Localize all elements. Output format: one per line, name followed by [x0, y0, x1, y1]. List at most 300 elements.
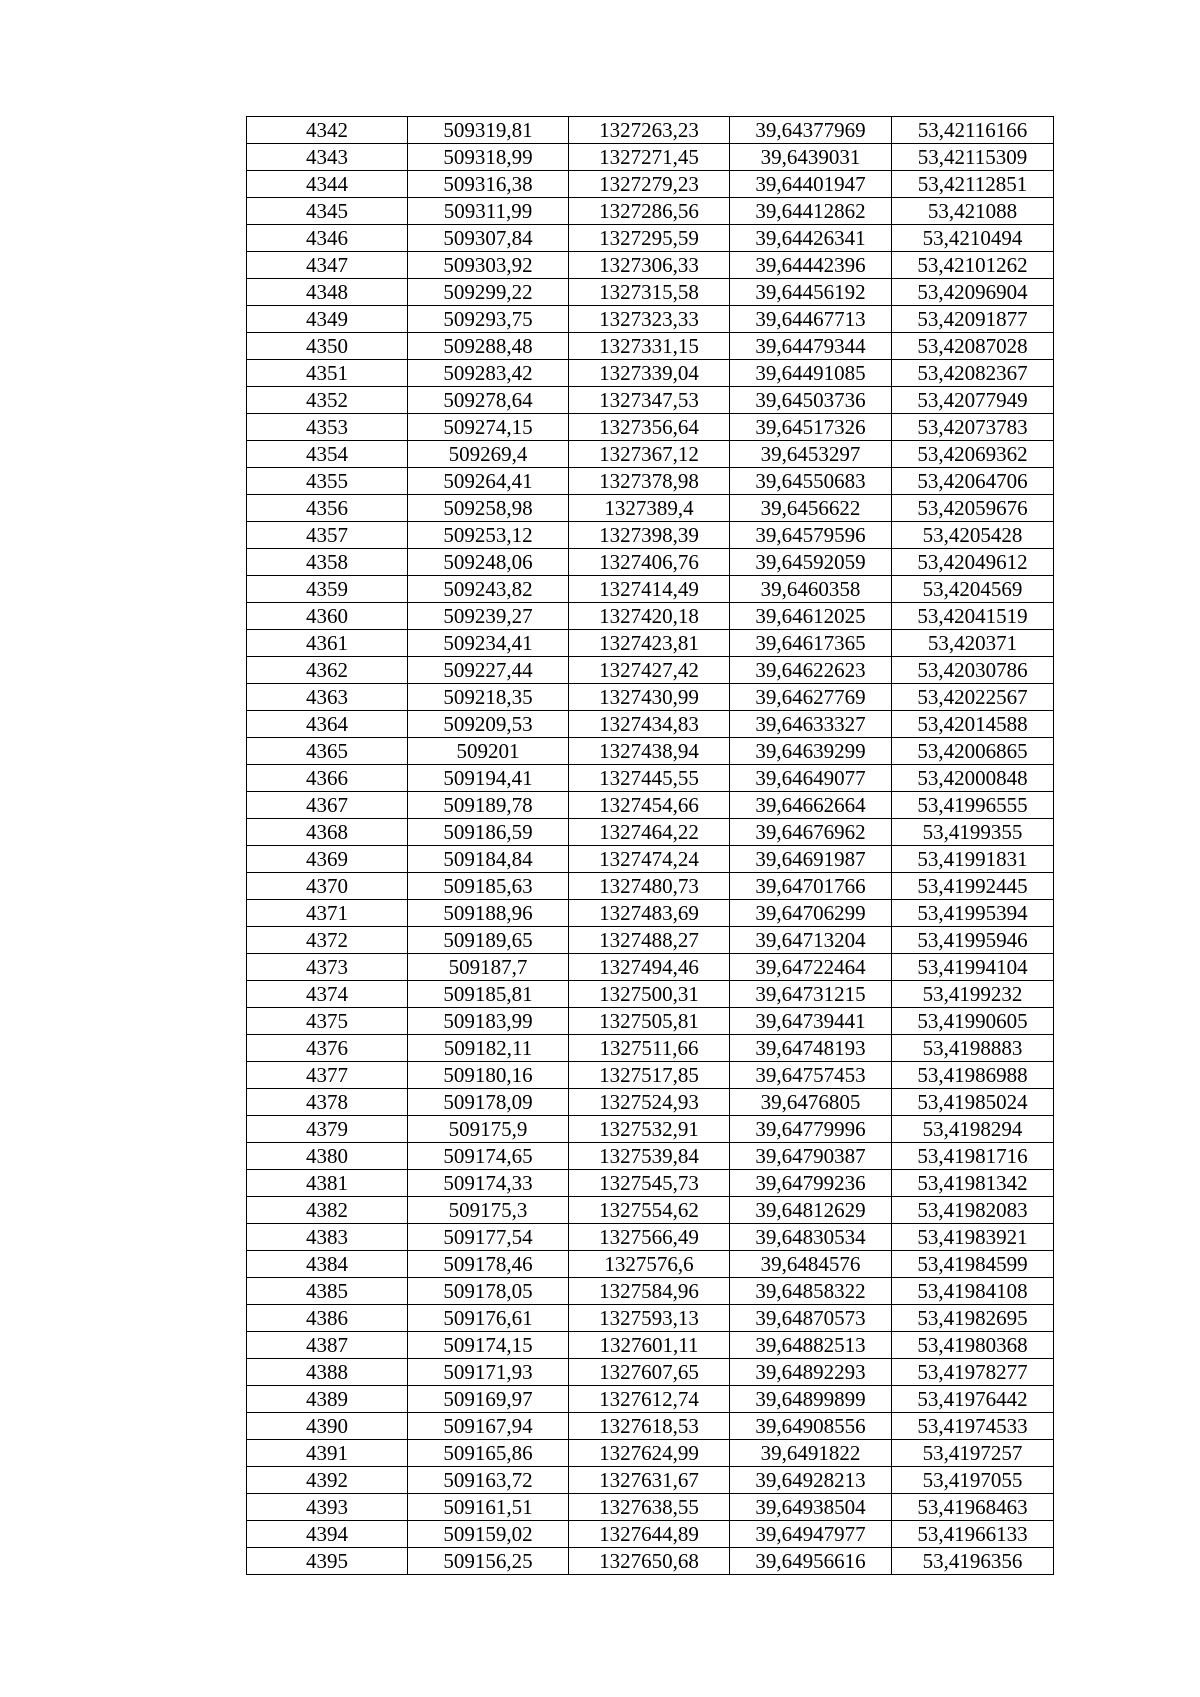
table-row [247, 198, 1054, 225]
latitude-cell: 39,64691987 [730, 846, 892, 873]
x-coordinate-cell: 509269,4 [408, 441, 569, 468]
x-coordinate-cell: 509258,98 [408, 495, 569, 522]
point-number-cell: 4353 [247, 414, 408, 441]
point-number-cell: 4361 [247, 630, 408, 657]
point-number-cell: 4377 [247, 1062, 408, 1089]
longitude-cell: 53,41984599 [892, 1251, 1054, 1278]
y-coordinate-cell: 1327532,91 [569, 1116, 730, 1143]
x-coordinate-cell: 509319,81 [408, 117, 569, 144]
latitude-cell: 39,64377969 [730, 117, 892, 144]
x-coordinate-cell: 509178,05 [408, 1278, 569, 1305]
latitude-cell: 39,64649077 [730, 765, 892, 792]
table-row [247, 1062, 1054, 1089]
table-row [247, 549, 1054, 576]
longitude-cell: 53,4197257 [892, 1440, 1054, 1467]
table-row [247, 954, 1054, 981]
latitude-cell: 39,64830534 [730, 1224, 892, 1251]
table-row [247, 225, 1054, 252]
longitude-cell: 53,42073783 [892, 414, 1054, 441]
y-coordinate-cell: 1327367,12 [569, 441, 730, 468]
table-row [247, 630, 1054, 657]
longitude-cell: 53,41992445 [892, 873, 1054, 900]
longitude-cell: 53,42082367 [892, 360, 1054, 387]
table-row [247, 252, 1054, 279]
x-coordinate-cell: 509161,51 [408, 1494, 569, 1521]
longitude-cell: 53,41985024 [892, 1089, 1054, 1116]
table-row [247, 1548, 1054, 1575]
y-coordinate-cell: 1327500,31 [569, 981, 730, 1008]
y-coordinate-cell: 1327474,24 [569, 846, 730, 873]
longitude-cell: 53,41995946 [892, 927, 1054, 954]
longitude-cell: 53,42064706 [892, 468, 1054, 495]
table-row [247, 1467, 1054, 1494]
point-number-cell: 4342 [247, 117, 408, 144]
x-coordinate-cell: 509188,96 [408, 900, 569, 927]
x-coordinate-cell: 509175,3 [408, 1197, 569, 1224]
latitude-cell: 39,64503736 [730, 387, 892, 414]
longitude-cell: 53,4198294 [892, 1116, 1054, 1143]
y-coordinate-cell: 1327398,39 [569, 522, 730, 549]
x-coordinate-cell: 509316,38 [408, 171, 569, 198]
table-row [247, 360, 1054, 387]
table-row [247, 1116, 1054, 1143]
y-coordinate-cell: 1327545,73 [569, 1170, 730, 1197]
table-row [247, 738, 1054, 765]
latitude-cell: 39,64731215 [730, 981, 892, 1008]
table-row [247, 1224, 1054, 1251]
table-row [247, 576, 1054, 603]
longitude-cell: 53,42077949 [892, 387, 1054, 414]
x-coordinate-cell: 509248,06 [408, 549, 569, 576]
latitude-cell: 39,64479344 [730, 333, 892, 360]
point-number-cell: 4391 [247, 1440, 408, 1467]
x-coordinate-cell: 509167,94 [408, 1413, 569, 1440]
latitude-cell: 39,64491085 [730, 360, 892, 387]
table-row [247, 144, 1054, 171]
table-row [247, 171, 1054, 198]
x-coordinate-cell: 509311,99 [408, 198, 569, 225]
longitude-cell: 53,4210494 [892, 225, 1054, 252]
y-coordinate-cell: 1327315,58 [569, 279, 730, 306]
x-coordinate-cell: 509288,48 [408, 333, 569, 360]
point-number-cell: 4358 [247, 549, 408, 576]
latitude-cell: 39,64612025 [730, 603, 892, 630]
table-row [247, 441, 1054, 468]
x-coordinate-cell: 509174,33 [408, 1170, 569, 1197]
table-row [247, 414, 1054, 441]
longitude-cell: 53,41974533 [892, 1413, 1054, 1440]
table-row [247, 1305, 1054, 1332]
table-row [247, 1440, 1054, 1467]
latitude-cell: 39,64947977 [730, 1521, 892, 1548]
latitude-cell: 39,6460358 [730, 576, 892, 603]
point-number-cell: 4381 [247, 1170, 408, 1197]
point-number-cell: 4393 [247, 1494, 408, 1521]
longitude-cell: 53,42014588 [892, 711, 1054, 738]
x-coordinate-cell: 509178,46 [408, 1251, 569, 1278]
x-coordinate-cell: 509169,97 [408, 1386, 569, 1413]
latitude-cell: 39,64722464 [730, 954, 892, 981]
latitude-cell: 39,64812629 [730, 1197, 892, 1224]
y-coordinate-cell: 1327483,69 [569, 900, 730, 927]
y-coordinate-cell: 1327445,55 [569, 765, 730, 792]
table-row [247, 1143, 1054, 1170]
x-coordinate-cell: 509178,09 [408, 1089, 569, 1116]
y-coordinate-cell: 1327339,04 [569, 360, 730, 387]
longitude-cell: 53,421088 [892, 198, 1054, 225]
x-coordinate-cell: 509174,15 [408, 1332, 569, 1359]
latitude-cell: 39,64779996 [730, 1116, 892, 1143]
latitude-cell: 39,64401947 [730, 171, 892, 198]
point-number-cell: 4362 [247, 657, 408, 684]
latitude-cell: 39,64713204 [730, 927, 892, 954]
x-coordinate-cell: 509156,25 [408, 1548, 569, 1575]
latitude-cell: 39,6439031 [730, 144, 892, 171]
latitude-cell: 39,6453297 [730, 441, 892, 468]
y-coordinate-cell: 1327286,56 [569, 198, 730, 225]
table-row [247, 495, 1054, 522]
x-coordinate-cell: 509182,11 [408, 1035, 569, 1062]
table-row [247, 900, 1054, 927]
y-coordinate-cell: 1327644,89 [569, 1521, 730, 1548]
x-coordinate-cell: 509318,99 [408, 144, 569, 171]
longitude-cell: 53,41981342 [892, 1170, 1054, 1197]
point-number-cell: 4375 [247, 1008, 408, 1035]
y-coordinate-cell: 1327427,42 [569, 657, 730, 684]
longitude-cell: 53,41986988 [892, 1062, 1054, 1089]
longitude-cell: 53,41966133 [892, 1521, 1054, 1548]
latitude-cell: 39,6456622 [730, 495, 892, 522]
latitude-cell: 39,64799236 [730, 1170, 892, 1197]
latitude-cell: 39,64592059 [730, 549, 892, 576]
y-coordinate-cell: 1327438,94 [569, 738, 730, 765]
latitude-cell: 39,64622623 [730, 657, 892, 684]
x-coordinate-cell: 509307,84 [408, 225, 569, 252]
y-coordinate-cell: 1327454,66 [569, 792, 730, 819]
y-coordinate-cell: 1327638,55 [569, 1494, 730, 1521]
longitude-cell: 53,4198883 [892, 1035, 1054, 1062]
longitude-cell: 53,42059676 [892, 495, 1054, 522]
table-row [247, 333, 1054, 360]
y-coordinate-cell: 1327423,81 [569, 630, 730, 657]
y-coordinate-cell: 1327601,11 [569, 1332, 730, 1359]
table-row [247, 1008, 1054, 1035]
table-row [247, 846, 1054, 873]
point-number-cell: 4354 [247, 441, 408, 468]
longitude-cell: 53,42000848 [892, 765, 1054, 792]
y-coordinate-cell: 1327488,27 [569, 927, 730, 954]
x-coordinate-cell: 509177,54 [408, 1224, 569, 1251]
latitude-cell: 39,64426341 [730, 225, 892, 252]
y-coordinate-cell: 1327539,84 [569, 1143, 730, 1170]
point-number-cell: 4394 [247, 1521, 408, 1548]
y-coordinate-cell: 1327420,18 [569, 603, 730, 630]
longitude-cell: 53,4204569 [892, 576, 1054, 603]
table-row [247, 711, 1054, 738]
latitude-cell: 39,64633327 [730, 711, 892, 738]
x-coordinate-cell: 509163,72 [408, 1467, 569, 1494]
latitude-cell: 39,64456192 [730, 279, 892, 306]
point-number-cell: 4383 [247, 1224, 408, 1251]
longitude-cell: 53,42115309 [892, 144, 1054, 171]
longitude-cell: 53,41980368 [892, 1332, 1054, 1359]
y-coordinate-cell: 1327464,22 [569, 819, 730, 846]
point-number-cell: 4376 [247, 1035, 408, 1062]
point-number-cell: 4364 [247, 711, 408, 738]
table-row [247, 1521, 1054, 1548]
table-row [247, 1197, 1054, 1224]
latitude-cell: 39,64627769 [730, 684, 892, 711]
x-coordinate-cell: 509194,41 [408, 765, 569, 792]
latitude-cell: 39,64748193 [730, 1035, 892, 1062]
y-coordinate-cell: 1327430,99 [569, 684, 730, 711]
longitude-cell: 53,41982695 [892, 1305, 1054, 1332]
point-number-cell: 4355 [247, 468, 408, 495]
table-row [247, 765, 1054, 792]
y-coordinate-cell: 1327494,46 [569, 954, 730, 981]
point-number-cell: 4346 [247, 225, 408, 252]
y-coordinate-cell: 1327306,33 [569, 252, 730, 279]
longitude-cell: 53,42116166 [892, 117, 1054, 144]
point-number-cell: 4382 [247, 1197, 408, 1224]
x-coordinate-cell: 509176,61 [408, 1305, 569, 1332]
point-number-cell: 4378 [247, 1089, 408, 1116]
point-number-cell: 4351 [247, 360, 408, 387]
x-coordinate-cell: 509303,92 [408, 252, 569, 279]
y-coordinate-cell: 1327505,81 [569, 1008, 730, 1035]
point-number-cell: 4344 [247, 171, 408, 198]
table-row [247, 981, 1054, 1008]
longitude-cell: 53,42069362 [892, 441, 1054, 468]
point-number-cell: 4370 [247, 873, 408, 900]
x-coordinate-cell: 509293,75 [408, 306, 569, 333]
latitude-cell: 39,64870573 [730, 1305, 892, 1332]
point-number-cell: 4388 [247, 1359, 408, 1386]
y-coordinate-cell: 1327279,23 [569, 171, 730, 198]
latitude-cell: 39,64790387 [730, 1143, 892, 1170]
point-number-cell: 4367 [247, 792, 408, 819]
point-number-cell: 4392 [247, 1467, 408, 1494]
table-row [247, 603, 1054, 630]
table-row [247, 117, 1054, 144]
latitude-cell: 39,6484576 [730, 1251, 892, 1278]
table-row [247, 684, 1054, 711]
point-number-cell: 4356 [247, 495, 408, 522]
point-number-cell: 4348 [247, 279, 408, 306]
longitude-cell: 53,41983921 [892, 1224, 1054, 1251]
point-number-cell: 4366 [247, 765, 408, 792]
x-coordinate-cell: 509283,42 [408, 360, 569, 387]
y-coordinate-cell: 1327323,33 [569, 306, 730, 333]
longitude-cell: 53,42006865 [892, 738, 1054, 765]
x-coordinate-cell: 509243,82 [408, 576, 569, 603]
table-row [247, 1251, 1054, 1278]
longitude-cell: 53,41990605 [892, 1008, 1054, 1035]
x-coordinate-cell: 509239,27 [408, 603, 569, 630]
latitude-cell: 39,64956616 [730, 1548, 892, 1575]
latitude-cell: 39,64442396 [730, 252, 892, 279]
longitude-cell: 53,42096904 [892, 279, 1054, 306]
latitude-cell: 39,64908556 [730, 1413, 892, 1440]
x-coordinate-cell: 509174,65 [408, 1143, 569, 1170]
table-row [247, 306, 1054, 333]
y-coordinate-cell: 1327612,74 [569, 1386, 730, 1413]
point-number-cell: 4373 [247, 954, 408, 981]
table-row [247, 387, 1054, 414]
latitude-cell: 39,64706299 [730, 900, 892, 927]
x-coordinate-cell: 509185,63 [408, 873, 569, 900]
point-number-cell: 4352 [247, 387, 408, 414]
x-coordinate-cell: 509175,9 [408, 1116, 569, 1143]
latitude-cell: 39,64639299 [730, 738, 892, 765]
longitude-cell: 53,41968463 [892, 1494, 1054, 1521]
point-number-cell: 4343 [247, 144, 408, 171]
x-coordinate-cell: 509189,65 [408, 927, 569, 954]
longitude-cell: 53,41976442 [892, 1386, 1054, 1413]
longitude-cell: 53,4205428 [892, 522, 1054, 549]
y-coordinate-cell: 1327650,68 [569, 1548, 730, 1575]
longitude-cell: 53,42087028 [892, 333, 1054, 360]
table-row [247, 1035, 1054, 1062]
y-coordinate-cell: 1327389,4 [569, 495, 730, 522]
point-number-cell: 4389 [247, 1386, 408, 1413]
longitude-cell: 53,42112851 [892, 171, 1054, 198]
latitude-cell: 39,64467713 [730, 306, 892, 333]
x-coordinate-cell: 509184,84 [408, 846, 569, 873]
point-number-cell: 4359 [247, 576, 408, 603]
x-coordinate-cell: 509171,93 [408, 1359, 569, 1386]
y-coordinate-cell: 1327378,98 [569, 468, 730, 495]
y-coordinate-cell: 1327554,62 [569, 1197, 730, 1224]
longitude-cell: 53,42030786 [892, 657, 1054, 684]
table-row [247, 1089, 1054, 1116]
longitude-cell: 53,41981716 [892, 1143, 1054, 1170]
table-row [247, 873, 1054, 900]
table-row [247, 819, 1054, 846]
latitude-cell: 39,64928213 [730, 1467, 892, 1494]
x-coordinate-cell: 509201 [408, 738, 569, 765]
point-number-cell: 4357 [247, 522, 408, 549]
point-number-cell: 4371 [247, 900, 408, 927]
latitude-cell: 39,64892293 [730, 1359, 892, 1386]
y-coordinate-cell: 1327356,64 [569, 414, 730, 441]
longitude-cell: 53,41996555 [892, 792, 1054, 819]
table-row [247, 1332, 1054, 1359]
longitude-cell: 53,4199355 [892, 819, 1054, 846]
x-coordinate-cell: 509264,41 [408, 468, 569, 495]
y-coordinate-cell: 1327524,93 [569, 1089, 730, 1116]
x-coordinate-cell: 509274,15 [408, 414, 569, 441]
longitude-cell: 53,4199232 [892, 981, 1054, 1008]
longitude-cell: 53,41991831 [892, 846, 1054, 873]
y-coordinate-cell: 1327347,53 [569, 387, 730, 414]
y-coordinate-cell: 1327511,66 [569, 1035, 730, 1062]
table-row [247, 1278, 1054, 1305]
longitude-cell: 53,41995394 [892, 900, 1054, 927]
latitude-cell: 39,64550683 [730, 468, 892, 495]
y-coordinate-cell: 1327584,96 [569, 1278, 730, 1305]
y-coordinate-cell: 1327271,45 [569, 144, 730, 171]
latitude-cell: 39,64412862 [730, 198, 892, 225]
x-coordinate-cell: 509183,99 [408, 1008, 569, 1035]
longitude-cell: 53,41994104 [892, 954, 1054, 981]
point-number-cell: 4395 [247, 1548, 408, 1575]
y-coordinate-cell: 1327263,23 [569, 117, 730, 144]
longitude-cell: 53,42041519 [892, 603, 1054, 630]
y-coordinate-cell: 1327517,85 [569, 1062, 730, 1089]
y-coordinate-cell: 1327414,49 [569, 576, 730, 603]
latitude-cell: 39,6476805 [730, 1089, 892, 1116]
point-number-cell: 4386 [247, 1305, 408, 1332]
x-coordinate-cell: 509209,53 [408, 711, 569, 738]
point-number-cell: 4347 [247, 252, 408, 279]
y-coordinate-cell: 1327406,76 [569, 549, 730, 576]
x-coordinate-cell: 509165,86 [408, 1440, 569, 1467]
point-number-cell: 4390 [247, 1413, 408, 1440]
point-number-cell: 4345 [247, 198, 408, 225]
coordinates-table [246, 116, 1054, 1575]
point-number-cell: 4360 [247, 603, 408, 630]
latitude-cell: 39,64517326 [730, 414, 892, 441]
y-coordinate-cell: 1327434,83 [569, 711, 730, 738]
table-row [247, 792, 1054, 819]
point-number-cell: 4387 [247, 1332, 408, 1359]
latitude-cell: 39,64938504 [730, 1494, 892, 1521]
table-row [247, 522, 1054, 549]
table-row [247, 1386, 1054, 1413]
table-row [247, 1359, 1054, 1386]
y-coordinate-cell: 1327331,15 [569, 333, 730, 360]
latitude-cell: 39,64899899 [730, 1386, 892, 1413]
table-row [247, 1170, 1054, 1197]
point-number-cell: 4372 [247, 927, 408, 954]
latitude-cell: 39,64701766 [730, 873, 892, 900]
longitude-cell: 53,42091877 [892, 306, 1054, 333]
latitude-cell: 39,64579596 [730, 522, 892, 549]
y-coordinate-cell: 1327566,49 [569, 1224, 730, 1251]
table-row [247, 279, 1054, 306]
x-coordinate-cell: 509278,64 [408, 387, 569, 414]
y-coordinate-cell: 1327295,59 [569, 225, 730, 252]
y-coordinate-cell: 1327618,53 [569, 1413, 730, 1440]
x-coordinate-cell: 509234,41 [408, 630, 569, 657]
y-coordinate-cell: 1327624,99 [569, 1440, 730, 1467]
longitude-cell: 53,42049612 [892, 549, 1054, 576]
point-number-cell: 4365 [247, 738, 408, 765]
table-row [247, 657, 1054, 684]
latitude-cell: 39,64858322 [730, 1278, 892, 1305]
y-coordinate-cell: 1327631,67 [569, 1467, 730, 1494]
x-coordinate-cell: 509299,22 [408, 279, 569, 306]
coordinates-table-body [247, 117, 1054, 1575]
latitude-cell: 39,6491822 [730, 1440, 892, 1467]
point-number-cell: 4374 [247, 981, 408, 1008]
longitude-cell: 53,41984108 [892, 1278, 1054, 1305]
table-row [247, 927, 1054, 954]
point-number-cell: 4363 [247, 684, 408, 711]
point-number-cell: 4380 [247, 1143, 408, 1170]
point-number-cell: 4379 [247, 1116, 408, 1143]
x-coordinate-cell: 509180,16 [408, 1062, 569, 1089]
latitude-cell: 39,64882513 [730, 1332, 892, 1359]
longitude-cell: 53,42101262 [892, 252, 1054, 279]
x-coordinate-cell: 509185,81 [408, 981, 569, 1008]
longitude-cell: 53,41982083 [892, 1197, 1054, 1224]
latitude-cell: 39,64676962 [730, 819, 892, 846]
point-number-cell: 4349 [247, 306, 408, 333]
y-coordinate-cell: 1327607,65 [569, 1359, 730, 1386]
latitude-cell: 39,64662664 [730, 792, 892, 819]
